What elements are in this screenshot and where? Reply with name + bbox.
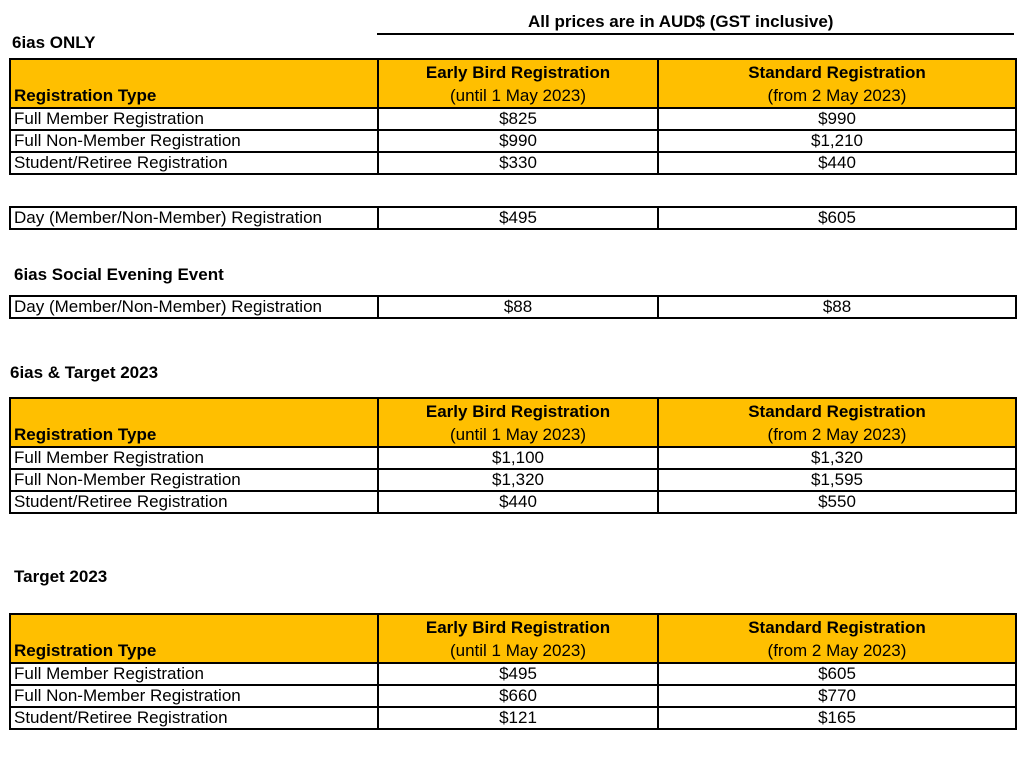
early-price: $990: [378, 130, 658, 152]
col-header-registration-type: Registration Type: [10, 398, 378, 447]
table-row: [10, 152, 1016, 174]
col-header-early-bird: Early Bird Registration (until 1 May 2023): [378, 614, 658, 663]
early-price: $660: [378, 685, 658, 707]
table-row: [10, 108, 1016, 130]
row-label: Student/Retiree Registration: [10, 152, 378, 174]
row-label: Full Member Registration: [10, 663, 378, 685]
col-header-early-bird: Early Bird Registration (until 1 May 2023): [378, 59, 658, 108]
early-price: $495: [378, 207, 658, 229]
section-title-6ias-target: 6ias & Target 2023: [10, 363, 159, 382]
col-header-standard: Standard Registration (from 2 May 2023): [658, 398, 1016, 447]
table-social: [9, 295, 1017, 319]
table-row: [10, 469, 1016, 491]
section-title-6ias-only: 6ias ONLY: [12, 33, 96, 52]
table-row: [10, 296, 1016, 318]
table-target: [9, 613, 1017, 730]
standard-price: $1,320: [658, 447, 1016, 469]
price-note-rule: [377, 33, 1014, 35]
early-price: $121: [378, 707, 658, 729]
early-price: $495: [378, 663, 658, 685]
table-6ias-day: [9, 206, 1017, 230]
col-header-registration-type: Registration Type: [10, 614, 378, 663]
section-title-target: Target 2023: [14, 567, 108, 586]
col-header-standard: Standard Registration (from 2 May 2023): [658, 614, 1016, 663]
table-row: [10, 207, 1016, 229]
table-row: [10, 130, 1016, 152]
col-header-standard: Standard Registration (from 2 May 2023): [658, 59, 1016, 108]
table-header-row: [10, 59, 1016, 108]
standard-price: $440: [658, 152, 1016, 174]
standard-price: $550: [658, 491, 1016, 513]
table-header-row: [10, 398, 1016, 447]
early-price: $1,320: [378, 469, 658, 491]
table-header-row: [10, 614, 1016, 663]
standard-price: $605: [658, 663, 1016, 685]
table-row: [10, 707, 1016, 729]
early-price: $330: [378, 152, 658, 174]
standard-price: $605: [658, 207, 1016, 229]
table-row: [10, 685, 1016, 707]
row-label: Full Non-Member Registration: [10, 685, 378, 707]
standard-price: $770: [658, 685, 1016, 707]
early-price: $88: [378, 296, 658, 318]
standard-price: $990: [658, 108, 1016, 130]
early-price: $1,100: [378, 447, 658, 469]
early-price: $825: [378, 108, 658, 130]
row-label: Day (Member/Non-Member) Registration: [10, 296, 378, 318]
standard-price: $1,210: [658, 130, 1016, 152]
row-label: Day (Member/Non-Member) Registration: [10, 207, 378, 229]
row-label: Student/Retiree Registration: [10, 707, 378, 729]
standard-price: $1,595: [658, 469, 1016, 491]
table-6ias-only: [9, 58, 1017, 175]
standard-price: $88: [658, 296, 1016, 318]
row-label: Student/Retiree Registration: [10, 491, 378, 513]
early-price: $440: [378, 491, 658, 513]
row-label: Full Non-Member Registration: [10, 469, 378, 491]
row-label: Full Non-Member Registration: [10, 130, 378, 152]
table-row: [10, 447, 1016, 469]
section-title-social: 6ias Social Evening Event: [14, 265, 224, 284]
row-label: Full Member Registration: [10, 108, 378, 130]
table-row: [10, 491, 1016, 513]
standard-price: $165: [658, 707, 1016, 729]
table-row: [10, 663, 1016, 685]
table-6ias-target: [9, 397, 1017, 514]
col-header-early-bird: Early Bird Registration (until 1 May 2023): [378, 398, 658, 447]
price-note: All prices are in AUD$ (GST inclusive): [528, 12, 834, 31]
col-header-registration-type: Registration Type: [10, 59, 378, 108]
row-label: Full Member Registration: [10, 447, 378, 469]
